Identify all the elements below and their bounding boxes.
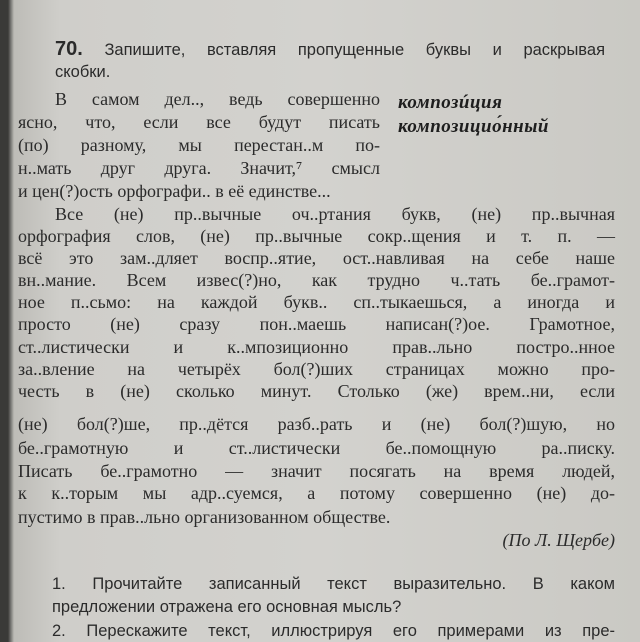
margin-word: композúция [398, 92, 503, 113]
source-attribution: (По Л. Щербе) [502, 530, 615, 550]
question-line: предложении отражена его основная мысль? [52, 598, 402, 616]
text-line: Писать бе..грамотно — значит посягать на время людей, [18, 461, 615, 481]
text-line: (не) бол(?)ше, пр..дётся разб..рать и (не) бол(?)шую, но [18, 414, 615, 434]
question-line: 2. Перескажите текст, иллюстрируя его примерами из пре- [52, 622, 615, 640]
text-line: и цен(?)ость орфографи.. в её единстве... [18, 181, 331, 201]
text-line: бе..грамотную и ст..листически бе..помощную ра..писку. [18, 438, 615, 458]
text-line: вн..мание. Всем извес(?)но, как трудно ч..тать бе..грамот- [18, 270, 615, 290]
instruction-line: скобки. [55, 63, 111, 81]
text-line: за..вление на четырёх бол(?)ших страницах можно про- [18, 359, 615, 379]
exercise-heading [55, 38, 605, 61]
instruction-line: Запишите, вставляя пропущенные буквы и раскрывая [104, 41, 605, 59]
margin-word: композицио́нный [398, 116, 549, 137]
text-line: орфография слов, (не) пр..вычные сокр..щения и т. п. — [18, 226, 615, 246]
text-line: ное п..сьмо: на каждой букв.. сп..тыкаешься, а иногда и [18, 292, 615, 312]
text-line: просто (не) сразу пон..маешь написан(?)ое. Грамотное, [18, 314, 615, 334]
text-line: всё это зам..дляет воспр..ятие, ост..навливая на себе наше [18, 248, 615, 268]
text-line: (по) разному, мы перестан..м по- [18, 135, 380, 155]
text-line: пустимо в прав..льно организованном обществе. [18, 507, 391, 527]
exercise-number: 70. [55, 38, 83, 60]
text-line: честь в (не) сколько минут. Столько (же) врем..ни, если [18, 381, 615, 401]
text-line: В самом дел.., ведь совершенно [55, 89, 380, 109]
text-line: ст..листически и к..мпозиционно прав..льно постро..нное [18, 337, 615, 357]
question-line: 1. Прочитайте записанный текст выразительно. В каком [52, 575, 615, 593]
text-line: ясно, что, если все будут писать [18, 112, 380, 132]
text-line: к к..торым мы адр..суемся, а потому совершенно (не) до- [18, 483, 615, 503]
text-line: Все (не) пр..вычные оч..ртания букв, (не) пр..вычная [55, 204, 615, 224]
text-line: н..мать друг друга. Значит,⁷ смысл [18, 158, 380, 178]
